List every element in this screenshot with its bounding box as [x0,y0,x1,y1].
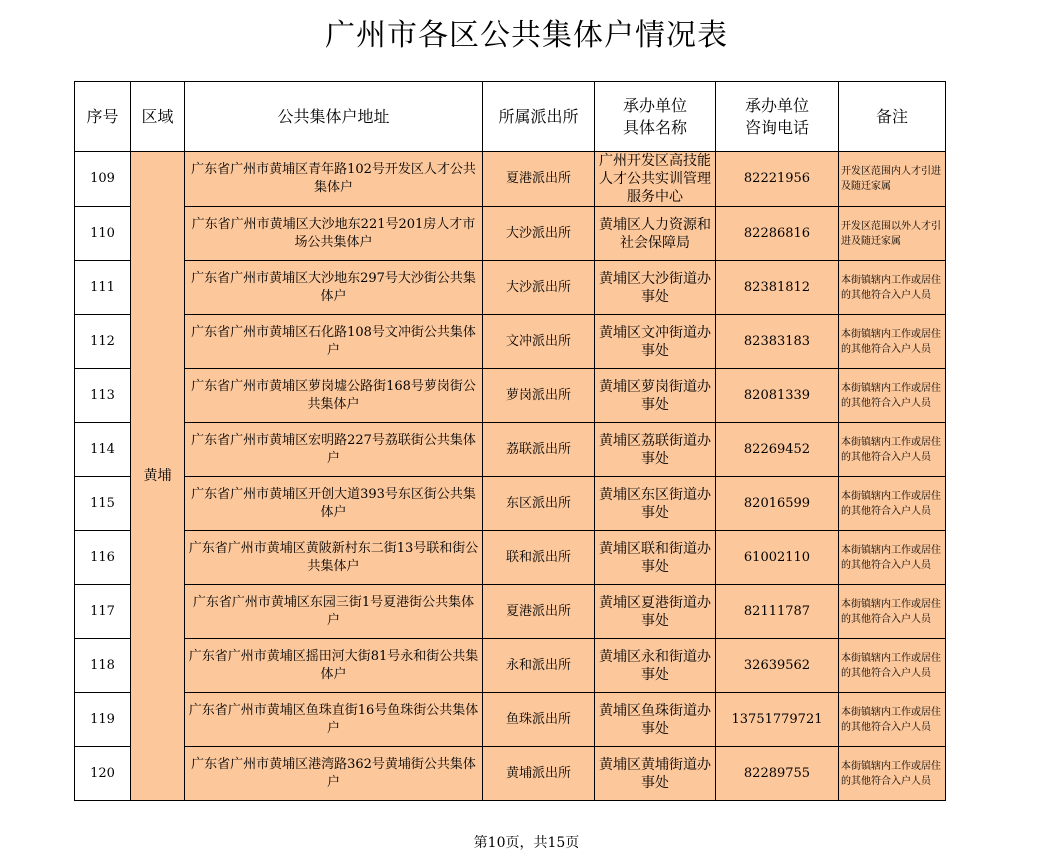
address-cell: 广东省广州市黄埔区摇田河大街81号永和街公共集体户 [185,639,483,693]
row-index: 113 [75,369,131,423]
note-cell: 本街镇辖内工作或居住的其他符合入户人员 [839,369,946,423]
row-index: 114 [75,423,131,477]
row-index: 120 [75,747,131,801]
collective-household-table [74,81,946,801]
table-row [75,152,946,207]
phone-cell: 82221956 [716,152,839,207]
phone-cell: 82286816 [716,207,839,261]
unit-name-cell: 黄埔区萝岗街道办事处 [595,369,716,423]
table-row [75,261,946,315]
phone-cell: 82081339 [716,369,839,423]
address-cell: 广东省广州市黄埔区东园三街1号夏港街公共集体户 [185,585,483,639]
header-unit-name: 承办单位 具体名称 [595,82,716,152]
phone-cell: 82383183 [716,315,839,369]
note-cell: 本街镇辖内工作或居住的其他符合入户人员 [839,477,946,531]
note-cell: 开发区范围以外人才引进及随迁家属 [839,207,946,261]
table-row [75,693,946,747]
page-footer: 第10页，共15页 [473,835,580,851]
phone-cell: 32639562 [716,639,839,693]
note-cell: 开发区范围内人才引进及随迁家属 [839,152,946,207]
note-cell: 本街镇辖内工作或居住的其他符合入户人员 [839,531,946,585]
header-index: 序号 [75,82,131,152]
unit-name-cell: 黄埔区黄埔街道办事处 [595,747,716,801]
police-station-cell: 黄埔派出所 [483,747,595,801]
police-station-cell: 鱼珠派出所 [483,693,595,747]
table-row [75,423,946,477]
table-row [75,477,946,531]
header-region: 区域 [131,82,185,152]
address-cell: 广东省广州市黄埔区青年路102号开发区人才公共集体户 [185,152,483,207]
row-index: 115 [75,477,131,531]
address-cell: 广东省广州市黄埔区开创大道393号东区街公共集体户 [185,477,483,531]
row-index: 111 [75,261,131,315]
note-cell: 本街镇辖内工作或居住的其他符合入户人员 [839,747,946,801]
address-cell: 广东省广州市黄埔区宏明路227号荔联街公共集体户 [185,423,483,477]
address-cell: 广东省广州市黄埔区大沙地东221号201房人才市场公共集体户 [185,207,483,261]
note-cell: 本街镇辖内工作或居住的其他符合入户人员 [839,261,946,315]
police-station-cell: 荔联派出所 [483,423,595,477]
table-row [75,585,946,639]
row-index: 117 [75,585,131,639]
region-cell: 黄埔 [131,152,185,801]
unit-name-cell: 黄埔区鱼珠街道办事处 [595,693,716,747]
header-police-station: 所属派出所 [483,82,595,152]
address-cell: 广东省广州市黄埔区萝岗墟公路街168号萝岗街公共集体户 [185,369,483,423]
unit-name-cell: 黄埔区文冲街道办事处 [595,315,716,369]
unit-name-cell: 黄埔区夏港街道办事处 [595,585,716,639]
table-row [75,747,946,801]
page-title: 广州市各区公共集体户情况表 [325,18,728,53]
header-row [75,82,946,152]
unit-name-cell: 黄埔区大沙街道办事处 [595,261,716,315]
phone-cell: 82289755 [716,747,839,801]
header-address: 公共集体户地址 [185,82,483,152]
police-station-cell: 大沙派出所 [483,261,595,315]
police-station-cell: 夏港派出所 [483,585,595,639]
note-cell: 本街镇辖内工作或居住的其他符合入户人员 [839,315,946,369]
note-cell: 本街镇辖内工作或居住的其他符合入户人员 [839,423,946,477]
note-cell: 本街镇辖内工作或居住的其他符合入户人员 [839,639,946,693]
police-station-cell: 萝岗派出所 [483,369,595,423]
police-station-cell: 文冲派出所 [483,315,595,369]
table-row [75,639,946,693]
header-phone: 承办单位 咨询电话 [716,82,839,152]
police-station-cell: 联和派出所 [483,531,595,585]
note-cell: 本街镇辖内工作或居住的其他符合入户人员 [839,585,946,639]
table-row [75,207,946,261]
phone-cell: 61002110 [716,531,839,585]
unit-name-cell: 黄埔区永和街道办事处 [595,639,716,693]
phone-cell: 82016599 [716,477,839,531]
police-station-cell: 夏港派出所 [483,152,595,207]
note-cell: 本街镇辖内工作或居住的其他符合入户人员 [839,693,946,747]
header-note: 备注 [839,82,946,152]
table-row [75,369,946,423]
police-station-cell: 大沙派出所 [483,207,595,261]
unit-name-cell: 黄埔区人力资源和社会保障局 [595,207,716,261]
table-row [75,531,946,585]
unit-name-cell: 黄埔区东区街道办事处 [595,477,716,531]
row-index: 119 [75,693,131,747]
police-station-cell: 东区派出所 [483,477,595,531]
row-index: 118 [75,639,131,693]
row-index: 116 [75,531,131,585]
address-cell: 广东省广州市黄埔区大沙地东297号大沙街公共集体户 [185,261,483,315]
unit-name-cell: 黄埔区荔联街道办事处 [595,423,716,477]
table-row [75,315,946,369]
police-station-cell: 永和派出所 [483,639,595,693]
row-index: 110 [75,207,131,261]
row-index: 109 [75,152,131,207]
phone-cell: 82381812 [716,261,839,315]
unit-name-cell: 广州开发区高技能人才公共实训管理服务中心 [595,152,716,207]
address-cell: 广东省广州市黄埔区黄陂新村东二街13号联和街公共集体户 [185,531,483,585]
address-cell: 广东省广州市黄埔区鱼珠直街16号鱼珠街公共集体户 [185,693,483,747]
unit-name-cell: 黄埔区联和街道办事处 [595,531,716,585]
row-index: 112 [75,315,131,369]
phone-cell: 13751779721 [716,693,839,747]
address-cell: 广东省广州市黄埔区石化路108号文冲街公共集体户 [185,315,483,369]
address-cell: 广东省广州市黄埔区港湾路362号黄埔街公共集体户 [185,747,483,801]
table-body [75,152,946,801]
phone-cell: 82111787 [716,585,839,639]
phone-cell: 82269452 [716,423,839,477]
